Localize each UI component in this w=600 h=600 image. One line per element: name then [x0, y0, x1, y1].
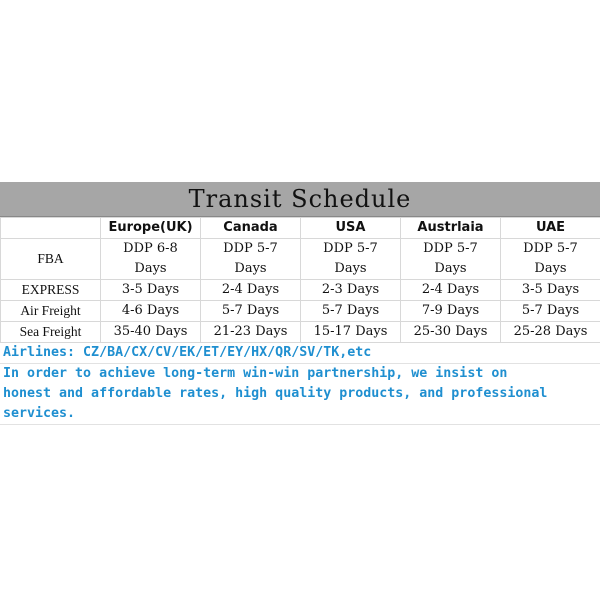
cell-fba-uae: DDP 5-7 Days — [501, 239, 600, 280]
header-australia: Austrlaia — [401, 218, 501, 239]
cell-express-canada: 2-4 Days — [201, 280, 301, 301]
cell-fba-canada: DDP 5-7 Days — [201, 239, 301, 280]
row-label-air-freight: Air Freight — [1, 301, 101, 322]
row-express — [1, 280, 600, 301]
row-sea-freight — [1, 322, 600, 343]
header-europe-uk: Europe(UK) — [101, 218, 201, 239]
header-corner — [1, 218, 101, 239]
partnership-note-line-2: honest and affordable rates, high quality products, and professional — [3, 386, 548, 401]
row-label-fba: FBA — [1, 239, 101, 280]
cell-air-canada: 5-7 Days — [201, 301, 301, 322]
cell-sea-uae: 25-28 Days — [501, 322, 600, 343]
airlines-note: Airlines: CZ/BA/CX/CV/EK/ET/EY/HX/QR/SV/TK,etc — [0, 343, 600, 364]
schedule-title: Transit Schedule — [0, 182, 600, 217]
header-row — [1, 218, 600, 239]
cell-sea-australia: 25-30 Days — [401, 322, 501, 343]
cell-sea-canada: 21-23 Days — [201, 322, 301, 343]
transit-schedule-sheet — [0, 182, 600, 425]
cell-express-usa: 2-3 Days — [301, 280, 401, 301]
cell-air-australia: 7-9 Days — [401, 301, 501, 322]
header-uae: UAE — [501, 218, 600, 239]
cell-air-usa: 5-7 Days — [301, 301, 401, 322]
row-fba — [1, 239, 600, 280]
row-label-express: EXPRESS — [1, 280, 101, 301]
cell-air-uae: 5-7 Days — [501, 301, 600, 322]
cell-express-europe: 3-5 Days — [101, 280, 201, 301]
partnership-note-line-3: services. — [0, 404, 600, 425]
header-usa: USA — [301, 218, 401, 239]
cell-express-australia: 2-4 Days — [401, 280, 501, 301]
cell-express-uae: 3-5 Days — [501, 280, 600, 301]
cell-fba-australia: DDP 5-7 Days — [401, 239, 501, 280]
partnership-note-line-1: In order to achieve long-term win-win partnership, we insist on — [3, 366, 508, 381]
cell-air-europe: 4-6 Days — [101, 301, 201, 322]
schedule-table — [0, 217, 600, 343]
row-air-freight — [1, 301, 600, 322]
cell-fba-europe: DDP 6-8 Days — [101, 239, 201, 280]
cell-fba-usa: DDP 5-7 Days — [301, 239, 401, 280]
row-label-sea-freight: Sea Freight — [1, 322, 101, 343]
cell-sea-europe: 35-40 Days — [101, 322, 201, 343]
header-canada: Canada — [201, 218, 301, 239]
cell-sea-usa: 15-17 Days — [301, 322, 401, 343]
